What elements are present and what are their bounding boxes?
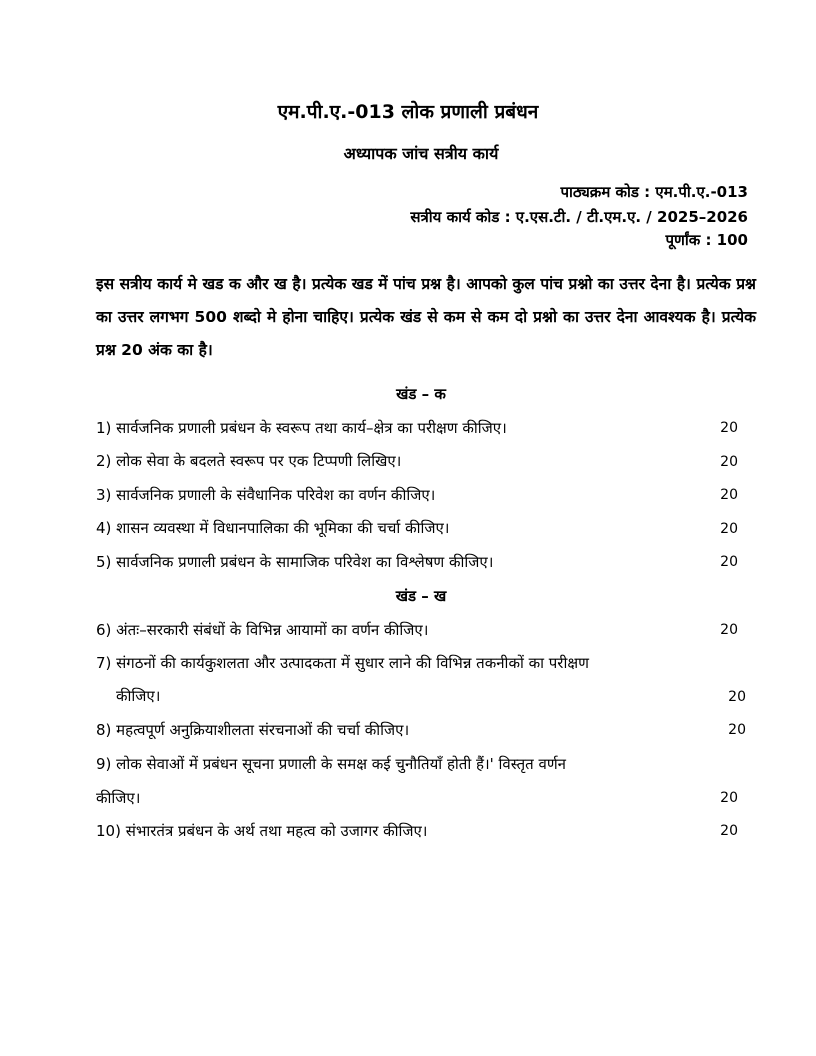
document-title: एम.पी.ए.-013 लोक प्रणाली प्रबंधन bbox=[277, 101, 539, 123]
question-2: 2) लोक सेवा के बदलते स्वरूप पर एक टिप्पणी लिखिए। bbox=[96, 452, 402, 470]
question-9-continued: कीजिए। bbox=[96, 789, 141, 807]
section-a-heading: खंड – क bbox=[396, 385, 446, 403]
question-7: 7) संगठनों की कार्यकुशलता और उत्पादकता में सुधार लाने की विभिन्न तकनीकों का परीक्षण bbox=[96, 654, 589, 672]
max-marks: पूर्णांक : 100 bbox=[665, 231, 748, 249]
question-7-continued: कीजिए। bbox=[116, 687, 161, 705]
question-7-marks: 20 bbox=[728, 689, 746, 705]
question-3: 3) सार्वजनिक प्रणाली के संवैधानिक परिवेश का वर्णन कीजिए। bbox=[96, 486, 436, 504]
question-1: 1) सार्वजनिक प्रणाली प्रबंधन के स्वरूप तथा कार्य–क्षेत्र का परीक्षण कीजिए। bbox=[96, 419, 507, 437]
question-4: 4) शासन व्यवस्था में विधानपालिका की भूमिका की चर्चा कीजिए। bbox=[96, 519, 450, 537]
question-3-marks: 20 bbox=[720, 487, 738, 503]
question-8: 8) महत्वपूर्ण अनुक्रियाशीलता संरचनाओं की चर्चा कीजिए। bbox=[96, 721, 410, 739]
question-4-marks: 20 bbox=[720, 521, 738, 537]
question-6-marks: 20 bbox=[720, 622, 738, 638]
question-2-marks: 20 bbox=[720, 454, 738, 470]
instructions-paragraph: इस सत्रीय कार्य मे खड क और ख है। प्रत्येक खड में पांच प्रश्न है। आपको कुल पांच प्रश्नो का उत्तर देना है। प्रत्येक प्रश्न का उत्तर लगभग 500 शब्दो मे होना चाहिए। प्रत्येक खंड से कम से कम दो प्रश्नो का उत्तर देना आवश्यक है। प्रत्येक प्रश्न 20 अंक का है। bbox=[96, 275, 756, 359]
question-9-marks: 20 bbox=[720, 790, 738, 806]
question-5: 5) सार्वजनिक प्रणाली प्रबंधन के सामाजिक परिवेश का विश्लेषण कीजिए। bbox=[96, 553, 494, 571]
question-10-marks: 20 bbox=[720, 823, 738, 839]
question-10: 10) संभारतंत्र प्रबंधन के अर्थ तथा महत्व को उजागर कीजिए। bbox=[96, 822, 428, 840]
question-5-marks: 20 bbox=[720, 554, 738, 570]
question-8-marks: 20 bbox=[728, 722, 746, 738]
assignment-code: सत्रीय कार्य कोड : ए.एस.टी. / टी.एम.ए. / 2025–2026 bbox=[410, 208, 748, 226]
question-6: 6) अंतः–सरकारी संबंधों के विभिन्न आयामों का वर्णन कीजिए। bbox=[96, 621, 429, 639]
document-subtitle: अध्यापक जांच सत्रीय कार्य bbox=[343, 144, 499, 163]
question-9: 9) लोक सेवाओं में प्रबंधन सूचना प्रणाली के समक्ष कई चुनौतियाँ होती हैं।' विस्तृत वर्णन bbox=[96, 755, 566, 773]
section-b-heading: खंड – ख bbox=[395, 587, 447, 605]
question-1-marks: 20 bbox=[720, 420, 738, 436]
course-code: पाठ्यक्रम कोड : एम.पी.ए.-013 bbox=[560, 183, 748, 201]
